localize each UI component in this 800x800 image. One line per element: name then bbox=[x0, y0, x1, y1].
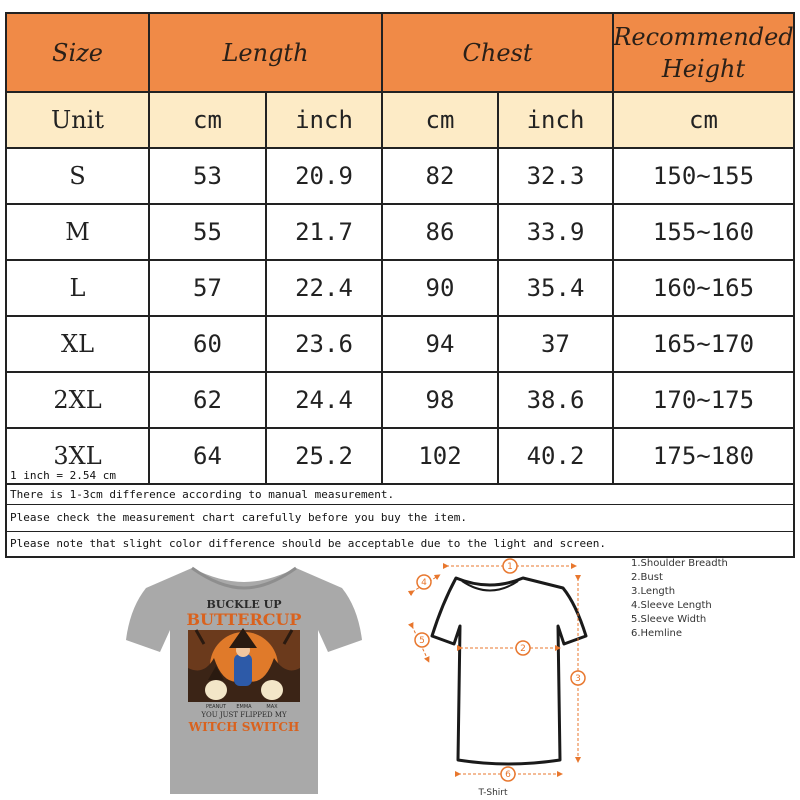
marker-4 bbox=[417, 575, 431, 589]
size-label: S bbox=[7, 149, 150, 203]
table-row bbox=[7, 205, 793, 261]
table-row bbox=[7, 373, 793, 429]
shirt-line2: BUTTERCUP bbox=[186, 610, 302, 629]
size-label: 2XL bbox=[7, 373, 150, 427]
note-conversion: 1 inch = 2.54 cm bbox=[10, 469, 116, 482]
marker-1 bbox=[503, 559, 517, 573]
measurement-diagram bbox=[398, 548, 633, 798]
chest-cm: 82 bbox=[383, 149, 499, 203]
tshirt-outline bbox=[432, 578, 586, 764]
unit-cell: cm bbox=[383, 93, 499, 147]
unit-cell: cm bbox=[689, 106, 718, 134]
note-measurement: There is 1-3cm difference according to manual measurement. bbox=[10, 488, 395, 501]
length-inch: 21.7 bbox=[267, 205, 383, 259]
shirt-line1: BUCKLE UP bbox=[206, 598, 282, 611]
legend-item: 4.Sleeve Length bbox=[631, 600, 712, 611]
length-inch: 24.4 bbox=[267, 373, 383, 427]
chest-cm: 102 bbox=[383, 429, 499, 483]
size-label: M bbox=[7, 205, 150, 259]
length-cm: 62 bbox=[150, 373, 267, 427]
chest-inch: 35.4 bbox=[499, 261, 614, 315]
shirt-line3: YOU JUST FLIPPED MY bbox=[201, 711, 287, 719]
table-row bbox=[7, 317, 793, 373]
chest-cm: 86 bbox=[383, 205, 499, 259]
shirt-name-2: EMMA bbox=[236, 704, 252, 710]
chest-cm: 90 bbox=[383, 261, 499, 315]
header-row bbox=[7, 14, 793, 93]
measurement-legend bbox=[631, 557, 728, 641]
marker-1-label: 1 bbox=[507, 562, 513, 572]
length-cm: 53 bbox=[150, 149, 267, 203]
height-range: 150~155 bbox=[652, 162, 755, 190]
header-length: Length bbox=[150, 14, 383, 91]
unit-row bbox=[7, 93, 793, 149]
unit-cell: inch bbox=[499, 93, 614, 147]
marker-3-label: 3 bbox=[575, 674, 581, 684]
unit-cell: inch bbox=[267, 93, 383, 147]
size-label: L bbox=[7, 261, 150, 315]
chest-inch: 37 bbox=[499, 317, 614, 371]
length-inch: 22.4 bbox=[267, 261, 383, 315]
chest-inch: 38.6 bbox=[499, 373, 614, 427]
marker-5-label: 5 bbox=[419, 636, 425, 646]
legend-item: 1.Shoulder Breadth bbox=[631, 558, 728, 569]
legend-item: 5.Sleeve Width bbox=[631, 614, 707, 625]
size-label: 3XL bbox=[7, 429, 150, 483]
unit-cell: Unit bbox=[7, 93, 150, 147]
table-row bbox=[7, 261, 793, 317]
length-inch: 23.6 bbox=[267, 317, 383, 371]
marker-2 bbox=[516, 641, 530, 655]
notes-box bbox=[5, 466, 795, 558]
chest-inch: 33.9 bbox=[499, 205, 614, 259]
shirt-line4: WITCH SWITCH bbox=[188, 720, 300, 734]
legend-item: 6.Hemline bbox=[631, 628, 683, 639]
legend-item: 3.Length bbox=[631, 586, 676, 597]
size-label: XL bbox=[7, 317, 150, 371]
unit-cell: cm bbox=[150, 93, 267, 147]
length-inch: 20.9 bbox=[267, 149, 383, 203]
chest-cm: 98 bbox=[383, 373, 499, 427]
note-color: Please note that slight color difference should be acceptable due to the light and screen. bbox=[10, 537, 607, 550]
legend-item: 2.Bust bbox=[631, 572, 663, 583]
length-cm: 60 bbox=[150, 317, 267, 371]
header-height-line2: Height bbox=[661, 54, 746, 83]
length-cm: 64 bbox=[150, 429, 267, 483]
tshirt-photo bbox=[124, 548, 364, 798]
size-table bbox=[5, 12, 795, 485]
marker-5 bbox=[415, 633, 429, 647]
chest-inch: 32.3 bbox=[499, 149, 614, 203]
marker-2-label: 2 bbox=[520, 644, 526, 654]
length-inch: 25.2 bbox=[267, 429, 383, 483]
diagram-caption: T-Shirt bbox=[478, 788, 508, 798]
height-range: 160~165 bbox=[652, 274, 755, 302]
header-height-line1: Recommended bbox=[613, 22, 794, 51]
height-range: 155~160 bbox=[652, 218, 755, 246]
chest-inch: 40.2 bbox=[499, 429, 614, 483]
height-range: 165~170 bbox=[652, 330, 755, 358]
chest-cm: 94 bbox=[383, 317, 499, 371]
marker-6 bbox=[501, 767, 515, 781]
header-recommended-height bbox=[614, 14, 793, 91]
note-check-chart: Please check the measurement chart carefully before you buy the item. bbox=[7, 504, 793, 532]
marker-3 bbox=[571, 671, 585, 685]
shirt-name-3: MAX bbox=[266, 704, 278, 710]
header-size: Size bbox=[7, 14, 150, 91]
length-cm: 55 bbox=[150, 205, 267, 259]
height-range: 175~180 bbox=[652, 442, 755, 470]
table-row bbox=[7, 149, 793, 205]
marker-4-label: 4 bbox=[421, 578, 427, 588]
header-chest: Chest bbox=[383, 14, 614, 91]
length-cm: 57 bbox=[150, 261, 267, 315]
height-range: 170~175 bbox=[652, 386, 755, 414]
marker-6-label: 6 bbox=[505, 770, 511, 780]
shirt-name-1: PEANUT bbox=[205, 704, 227, 710]
